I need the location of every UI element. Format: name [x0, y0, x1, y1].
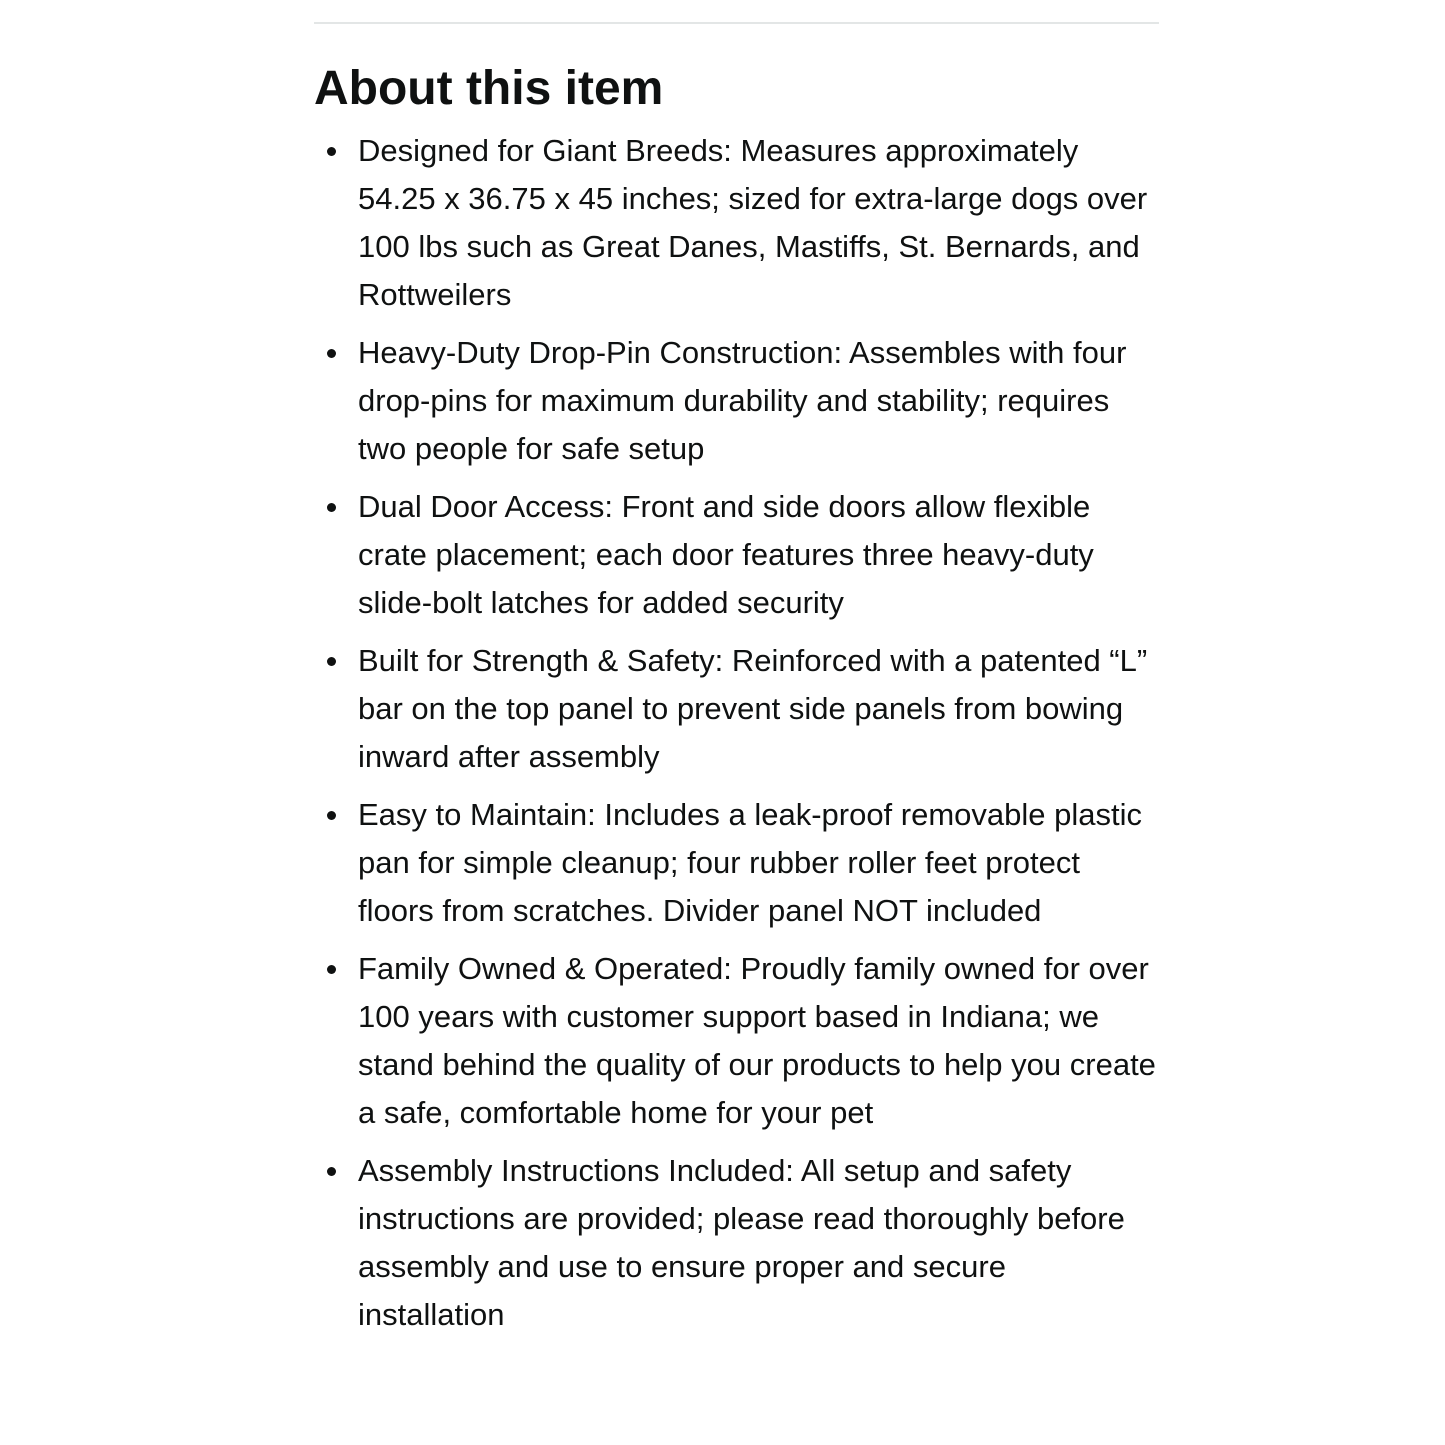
bullet-dot-icon: [327, 965, 336, 974]
feature-bullet-text: Built for Strength & Safety: Reinforced with a patented “L” bar on the top panel to prevent side panels from bowing inward after assembly: [358, 643, 1148, 774]
feature-bullet: [314, 791, 1159, 935]
bullet-dot-icon: [327, 147, 336, 156]
bullet-dot-icon: [327, 503, 336, 512]
feature-bullet: [314, 637, 1159, 781]
bullet-dot-icon: [327, 811, 336, 820]
feature-bullet-text: Heavy-Duty Drop-Pin Construction: Assembles with four drop-pins for maximum durability and stability; requires two people for safe setup: [358, 335, 1127, 466]
feature-bullet-text: Easy to Maintain: Includes a leak-proof removable plastic pan for simple cleanup; four rubber roller feet protect floors from scratches. Divider panel NOT included: [358, 797, 1143, 928]
feature-bullet-text: Family Owned & Operated: Proudly family owned for over 100 years with customer support based in Indiana; we stand behind the quality of our products to help you create a safe, comfortable home for your pet: [358, 951, 1156, 1130]
feature-bullet: [314, 945, 1159, 1137]
feature-bullet: [314, 329, 1159, 473]
feature-bullet: [314, 127, 1159, 319]
feature-bullet-text: Assembly Instructions Included: All setup and safety instructions are provided; please read thoroughly before assembly and use to ensure proper and secure installation: [358, 1153, 1125, 1332]
feature-bullet: [314, 483, 1159, 627]
section-title: About this item: [314, 62, 664, 115]
bullet-dot-icon: [327, 1167, 336, 1176]
bullet-dot-icon: [327, 349, 336, 358]
bullet-dot-icon: [327, 657, 336, 666]
feature-bullet-text: Designed for Giant Breeds: Measures approximately 54.25 x 36.75 x 45 inches; sized for extra-large dogs over 100 lbs such as Great Danes, Mastiffs, St. Bernards, and Rottweilers: [358, 133, 1148, 312]
feature-bullet-list: [314, 127, 1159, 1349]
feature-bullet: [314, 1147, 1159, 1339]
feature-bullet-text: Dual Door Access: Front and side doors allow flexible crate placement; each door features three heavy-duty slide-bolt latches for added security: [358, 489, 1094, 620]
section-divider: [314, 22, 1159, 24]
